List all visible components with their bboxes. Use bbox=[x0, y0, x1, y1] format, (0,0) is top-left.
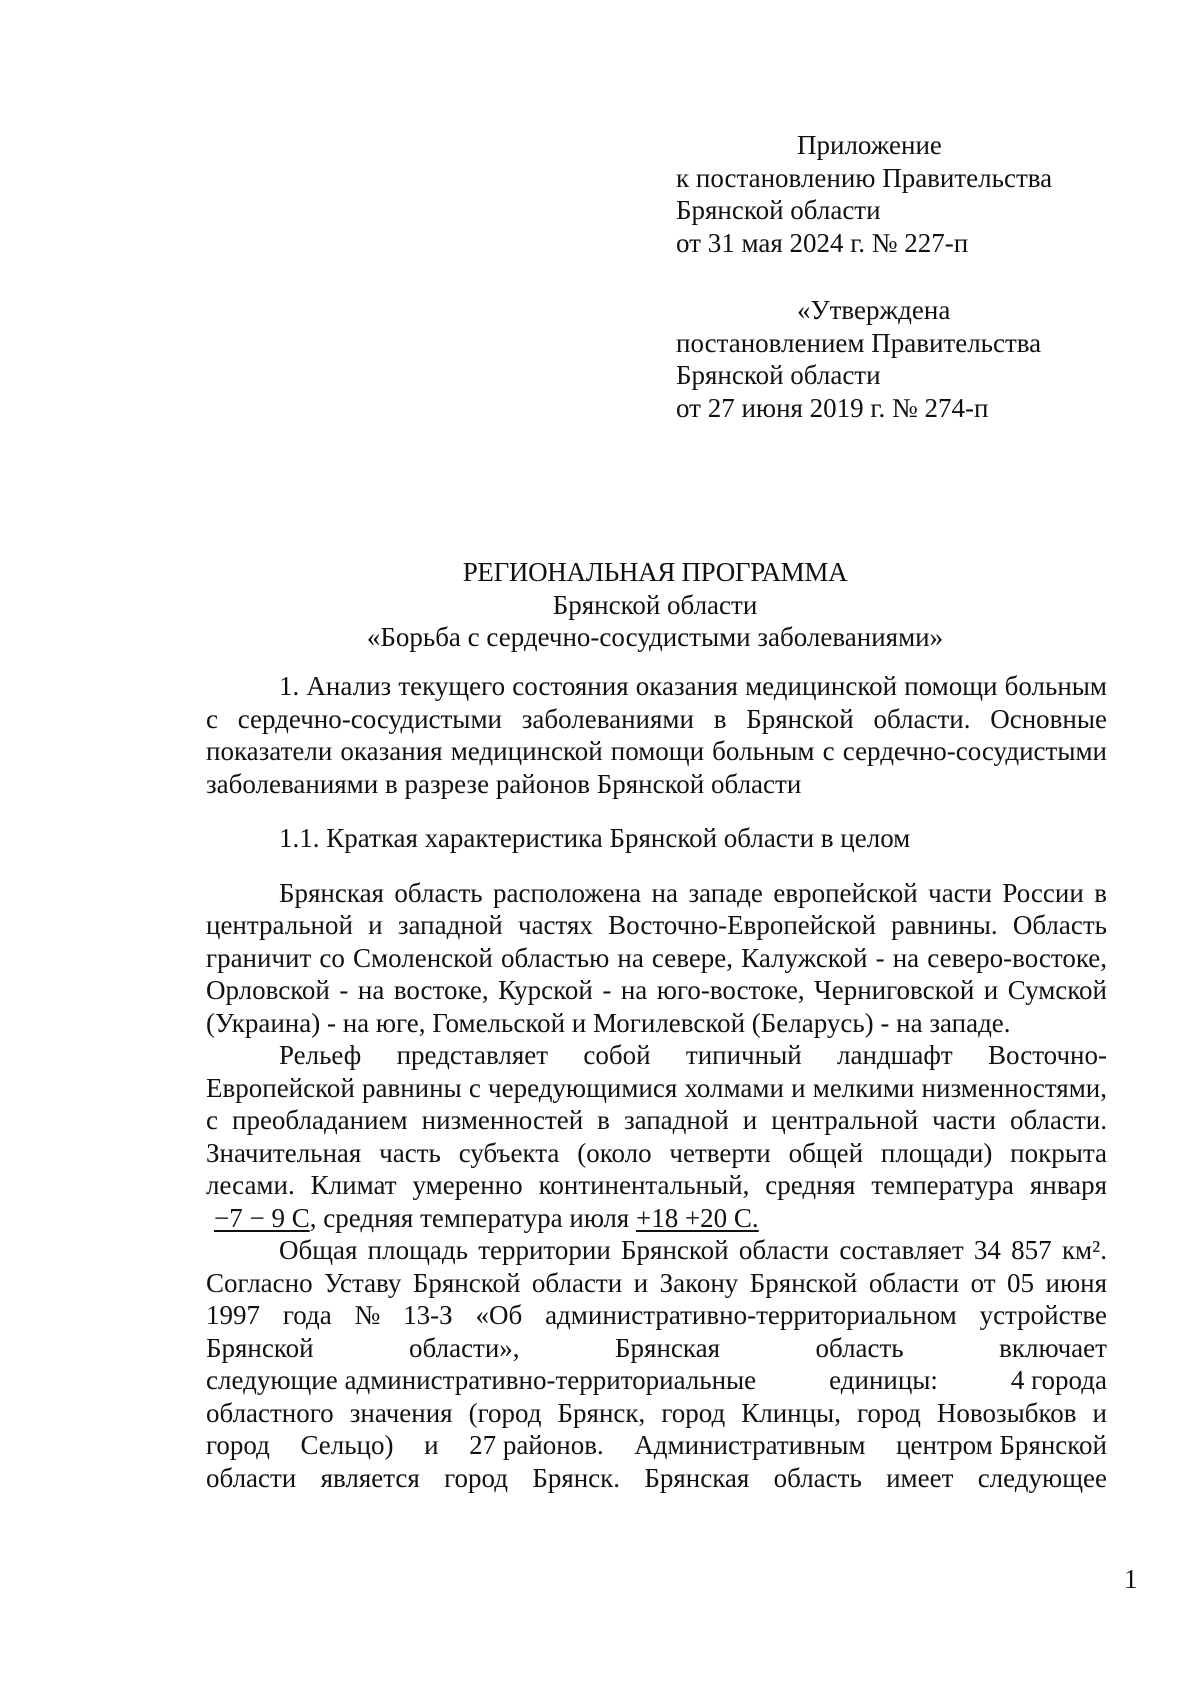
paragraph-line: областного значения (город Брянск, город Клинцы, город Новозыбков и bbox=[206, 1397, 1107, 1428]
word: единицы: bbox=[829, 1365, 938, 1395]
word: следующее bbox=[977, 1462, 1107, 1493]
word: Административным bbox=[634, 1430, 866, 1460]
paragraph-line bbox=[206, 1039, 1107, 1072]
paragraph-line: (Украина) - на юге, Гомельской и Могилевской (Беларусь) - на западе. bbox=[206, 1007, 1011, 1038]
word: 27 районов. bbox=[469, 1430, 604, 1460]
approval-stamp bbox=[676, 294, 1096, 424]
approved-line-2: постановлением Правительства bbox=[676, 327, 1042, 358]
paragraph-line: с преобладанием низменностей в западной и центральной части области. bbox=[206, 1105, 1107, 1135]
page-number: 1 bbox=[1124, 1564, 1138, 1594]
appendix-title: Приложение bbox=[797, 130, 942, 160]
paragraph-line: Орловской - на востоке, Курской - на юго-востоке, Черниговской и Сумской bbox=[206, 975, 1107, 1005]
word: Брянск. bbox=[532, 1462, 621, 1493]
paragraph-line bbox=[206, 1462, 1107, 1495]
paragraph-line: граничит со Смоленской областью на севере, Калужской - на северо-востоке, bbox=[206, 942, 1107, 973]
paragraph-line: Европейской равнины с чередующимися холмами и мелкими низменностями, bbox=[206, 1072, 1107, 1103]
word: ландшафт bbox=[836, 1040, 953, 1070]
paragraph-line: Значительная часть субъекта (около четверти общей площади) покрыта bbox=[206, 1137, 1107, 1168]
section-1-line: с сердечно-сосудистыми заболеваниями в Брянской области. Основные bbox=[206, 703, 1107, 734]
document-title bbox=[200, 556, 1110, 654]
paragraph-line: центральной и западной частях Восточно-Европейской равнины. Область bbox=[206, 910, 1107, 940]
paragraph-line: 1997 года № 13-З «Об административно-территориальном устройстве bbox=[206, 1300, 1107, 1330]
appendix-line-3: Брянской области bbox=[676, 195, 881, 225]
word: включает bbox=[999, 1332, 1107, 1363]
word: центром Брянской bbox=[896, 1430, 1107, 1460]
appendix-line-4: от 31 мая 2024 г. № 227-п bbox=[676, 227, 969, 258]
word: является bbox=[320, 1462, 420, 1493]
word: и bbox=[424, 1430, 439, 1460]
word: город bbox=[444, 1462, 508, 1493]
word: 4 города bbox=[1010, 1365, 1107, 1395]
title-line-1: РЕГИОНАЛЬНАЯ ПРОГРАММА bbox=[462, 557, 848, 587]
paragraph-line: Брянская область расположена на западе европейской части России в bbox=[279, 877, 1107, 908]
section-1-heading bbox=[206, 670, 1107, 800]
temperature-text: , средняя температура июля bbox=[309, 1202, 636, 1233]
paragraph-line bbox=[206, 1364, 1107, 1397]
paragraph-line bbox=[206, 1202, 1107, 1235]
appendix-stamp bbox=[676, 129, 1096, 259]
paragraph-line: лесами. Климат умеренно континентальный, средняя температура января bbox=[206, 1170, 1107, 1200]
appendix-line-2: к постановлению Правительства bbox=[676, 162, 1053, 193]
section-1-line: показатели оказания медицинской помощи больным с сердечно-сосудистыми bbox=[206, 736, 1107, 766]
word: Брянская bbox=[644, 1462, 750, 1493]
july-temperature: +18 +20 С. bbox=[635, 1202, 759, 1233]
paragraph-geography bbox=[206, 877, 1107, 1040]
paragraph-line: Согласно Уставу Брянской области и Закону Брянской области от 05 июня bbox=[206, 1267, 1107, 1298]
paragraph-line bbox=[206, 1332, 1107, 1365]
section-1-1-heading: 1.1. Краткая характеристика Брянской области в целом bbox=[279, 823, 911, 853]
paragraph-line: Общая площадь территории Брянской области составляет 34 857 км². bbox=[279, 1235, 1107, 1265]
word: представляет bbox=[396, 1040, 549, 1070]
approved-title: «Утверждена bbox=[797, 295, 951, 325]
title-line-2: Брянской области bbox=[552, 589, 758, 620]
title-line-3: «Борьба с сердечно-сосудистыми заболеваниями» bbox=[366, 622, 944, 652]
paragraph-line bbox=[206, 1429, 1107, 1462]
section-1-line: заболеваниями в разрезе районов Брянской области bbox=[206, 768, 802, 799]
word: собой bbox=[583, 1040, 651, 1070]
paragraph-relief bbox=[206, 1039, 1107, 1234]
word: город bbox=[206, 1430, 270, 1460]
document-body bbox=[206, 670, 1107, 1494]
word: Восточно- bbox=[988, 1040, 1107, 1070]
january-temperature: −7 − 9 С bbox=[214, 1202, 310, 1233]
word: следующие административно-территориальные bbox=[206, 1365, 757, 1395]
word: область bbox=[773, 1462, 862, 1493]
word: типичный bbox=[685, 1040, 802, 1070]
word: Брянская bbox=[615, 1332, 721, 1363]
word: область bbox=[815, 1332, 904, 1363]
approved-line-3: Брянской области bbox=[676, 360, 881, 390]
word: Сельцо) bbox=[300, 1430, 394, 1460]
word: Брянской bbox=[206, 1332, 314, 1363]
approved-line-4: от 27 июня 2019 г. № 274-п bbox=[676, 392, 989, 423]
word: Рельеф bbox=[279, 1040, 362, 1070]
section-1-line: 1. Анализ текущего состояния оказания медицинской помощи больным bbox=[279, 671, 1107, 701]
word: имеет bbox=[886, 1462, 954, 1493]
word: области», bbox=[409, 1332, 520, 1363]
word: области bbox=[206, 1462, 297, 1493]
paragraph-territory bbox=[206, 1234, 1107, 1494]
